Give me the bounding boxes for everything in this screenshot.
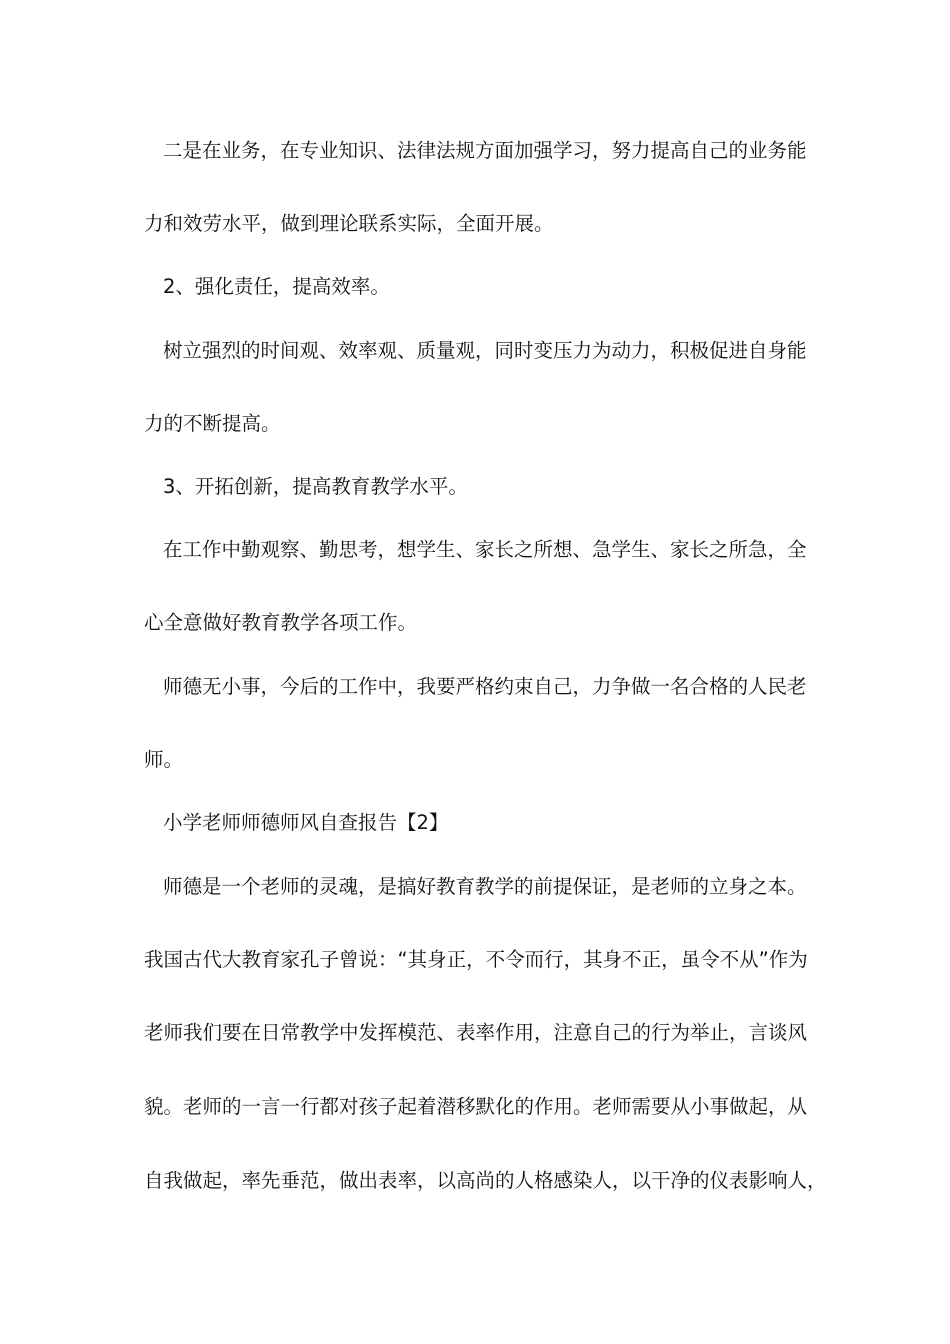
paragraph-line: 在工作中勤观察、勤思考，想学生、家长之所想、急学生、家长之所急，全 bbox=[163, 538, 807, 561]
paragraph-line: 师。 bbox=[144, 748, 184, 771]
paragraph-line: 我国古代大教育家孔子曾说：“其身正，不令而行，其身不正，虽令不从”作为 bbox=[144, 948, 808, 971]
paragraph-line: 力的不断提高。 bbox=[144, 412, 281, 435]
paragraph-line: 自我做起，率先垂范，做出表率，以高尚的人格感染人，以干净的仪表影响人， bbox=[144, 1169, 827, 1192]
paragraph-line: 师德无小事，今后的工作中，我要严格约束自己，力争做一名合格的人民老 bbox=[163, 675, 807, 698]
report-title: 小学老师师德师风自查报告【2】 bbox=[163, 811, 449, 834]
section-heading: 2、强化责任，提高效率。 bbox=[163, 275, 390, 298]
paragraph-line: 老师我们要在日常教学中发挥模范、表率作用，注意自己的行为举止，言谈风 bbox=[144, 1021, 808, 1044]
paragraph-line: 心全意做好教育教学各项工作。 bbox=[144, 611, 418, 634]
paragraph-line: 貌。老师的一言一行都对孩子起着潜移默化的作用。老师需要从小事做起，从 bbox=[144, 1095, 808, 1118]
paragraph-line: 树立强烈的时间观、效率观、质量观，同时变压力为动力，积极促进自身能 bbox=[163, 339, 807, 362]
paragraph-line: 力和效劳水平，做到理论联系实际，全面开展。 bbox=[144, 212, 554, 235]
section-heading: 3、开拓创新，提高教育教学水平。 bbox=[163, 475, 468, 498]
paragraph-line: 师德是一个老师的灵魂，是搞好教育教学的前提保证，是老师的立身之本。 bbox=[163, 875, 807, 898]
paragraph-line: 二是在业务，在专业知识、法律法规方面加强学习，努力提高自己的业务能 bbox=[163, 139, 807, 162]
